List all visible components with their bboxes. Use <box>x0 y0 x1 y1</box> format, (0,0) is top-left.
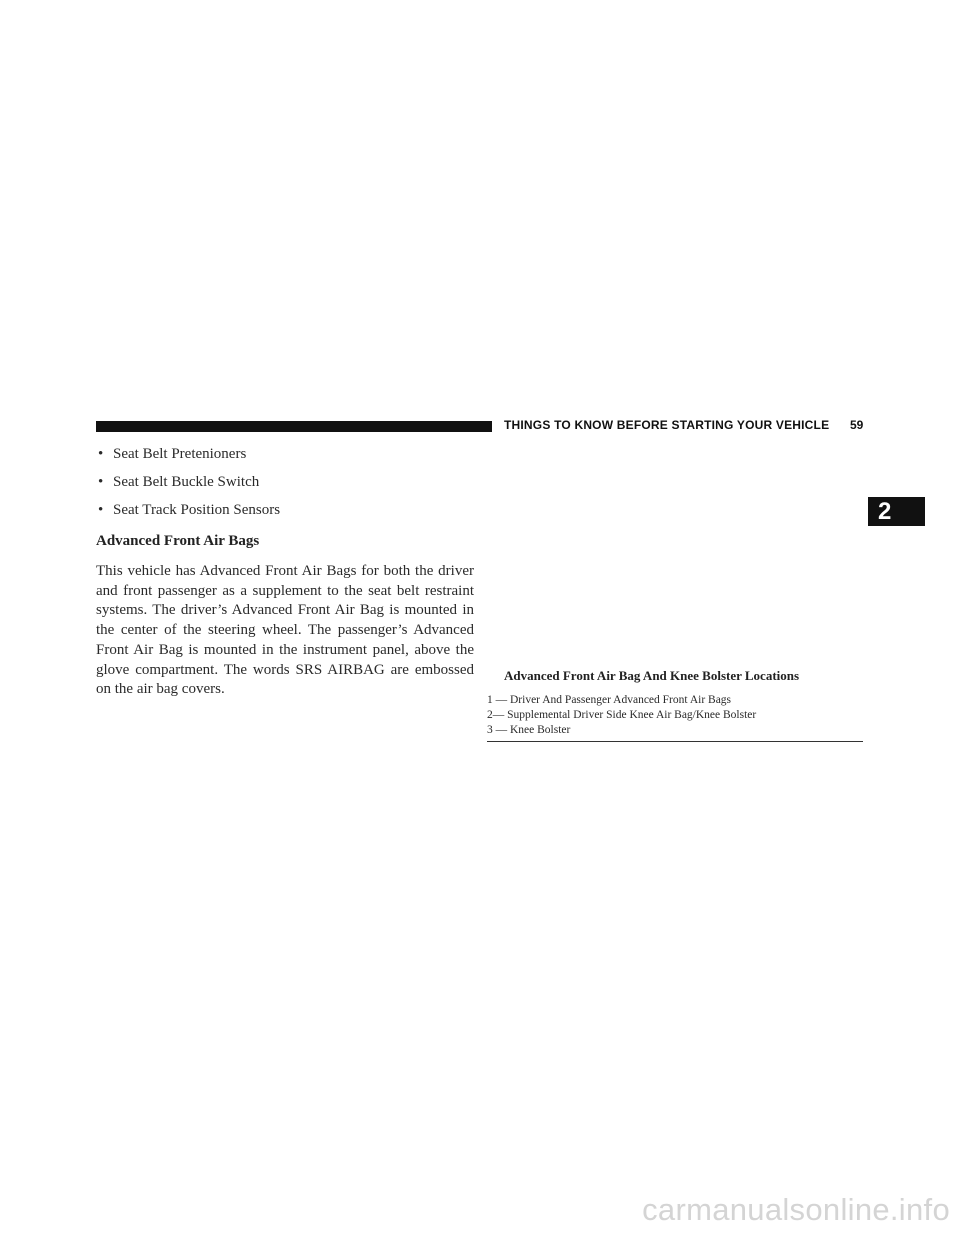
watermark: carmanualsonline.info <box>642 1192 950 1227</box>
header-bar <box>96 421 492 432</box>
bullet-text: Seat Belt Buckle Switch <box>113 474 260 490</box>
section-heading: Advanced Front Air Bags <box>96 533 260 549</box>
legend-item: 2— Supplemental Driver Side Knee Air Bag/Knee Bolster <box>487 709 757 721</box>
bullet-item <box>96 468 474 496</box>
figure-caption: Advanced Front Air Bag And Knee Bolster Locations <box>504 668 800 683</box>
chapter-tab: 2 <box>868 497 925 526</box>
bullet-icon: • <box>98 446 104 462</box>
running-header-title: THINGS TO KNOW BEFORE STARTING YOUR VEHICLE <box>504 418 830 432</box>
bullet-list <box>96 440 474 524</box>
figure-image-area <box>487 440 863 662</box>
bullet-text: Seat Belt Pretenioners <box>113 446 247 462</box>
bullet-item <box>96 440 474 468</box>
page-number: 59 <box>850 418 864 432</box>
bullet-item <box>96 496 474 524</box>
legend-divider <box>487 741 863 742</box>
body-paragraph: This vehicle has Advanced Front Air Bags for both the driver and front passenger as a supplement to the seat belt restraint systems. The driver’s Advanced Front Air Bag is mounted in the center of the steering wheel. The passenger’s Advanced Front Air Bag is mounted in the instrument panel, above the glove compartment. The words SRS AIRBAG are embossed on the air bag covers. <box>96 563 474 698</box>
legend-item: 1 — Driver And Passenger Advanced Front Air Bags <box>487 694 732 706</box>
bullet-icon: • <box>98 474 104 490</box>
figure-legend <box>487 693 863 738</box>
legend-item: 3 — Knee Bolster <box>487 724 571 736</box>
left-column <box>96 440 474 700</box>
bullet-text: Seat Track Position Sensors <box>113 502 281 518</box>
bullet-icon: • <box>98 502 104 518</box>
